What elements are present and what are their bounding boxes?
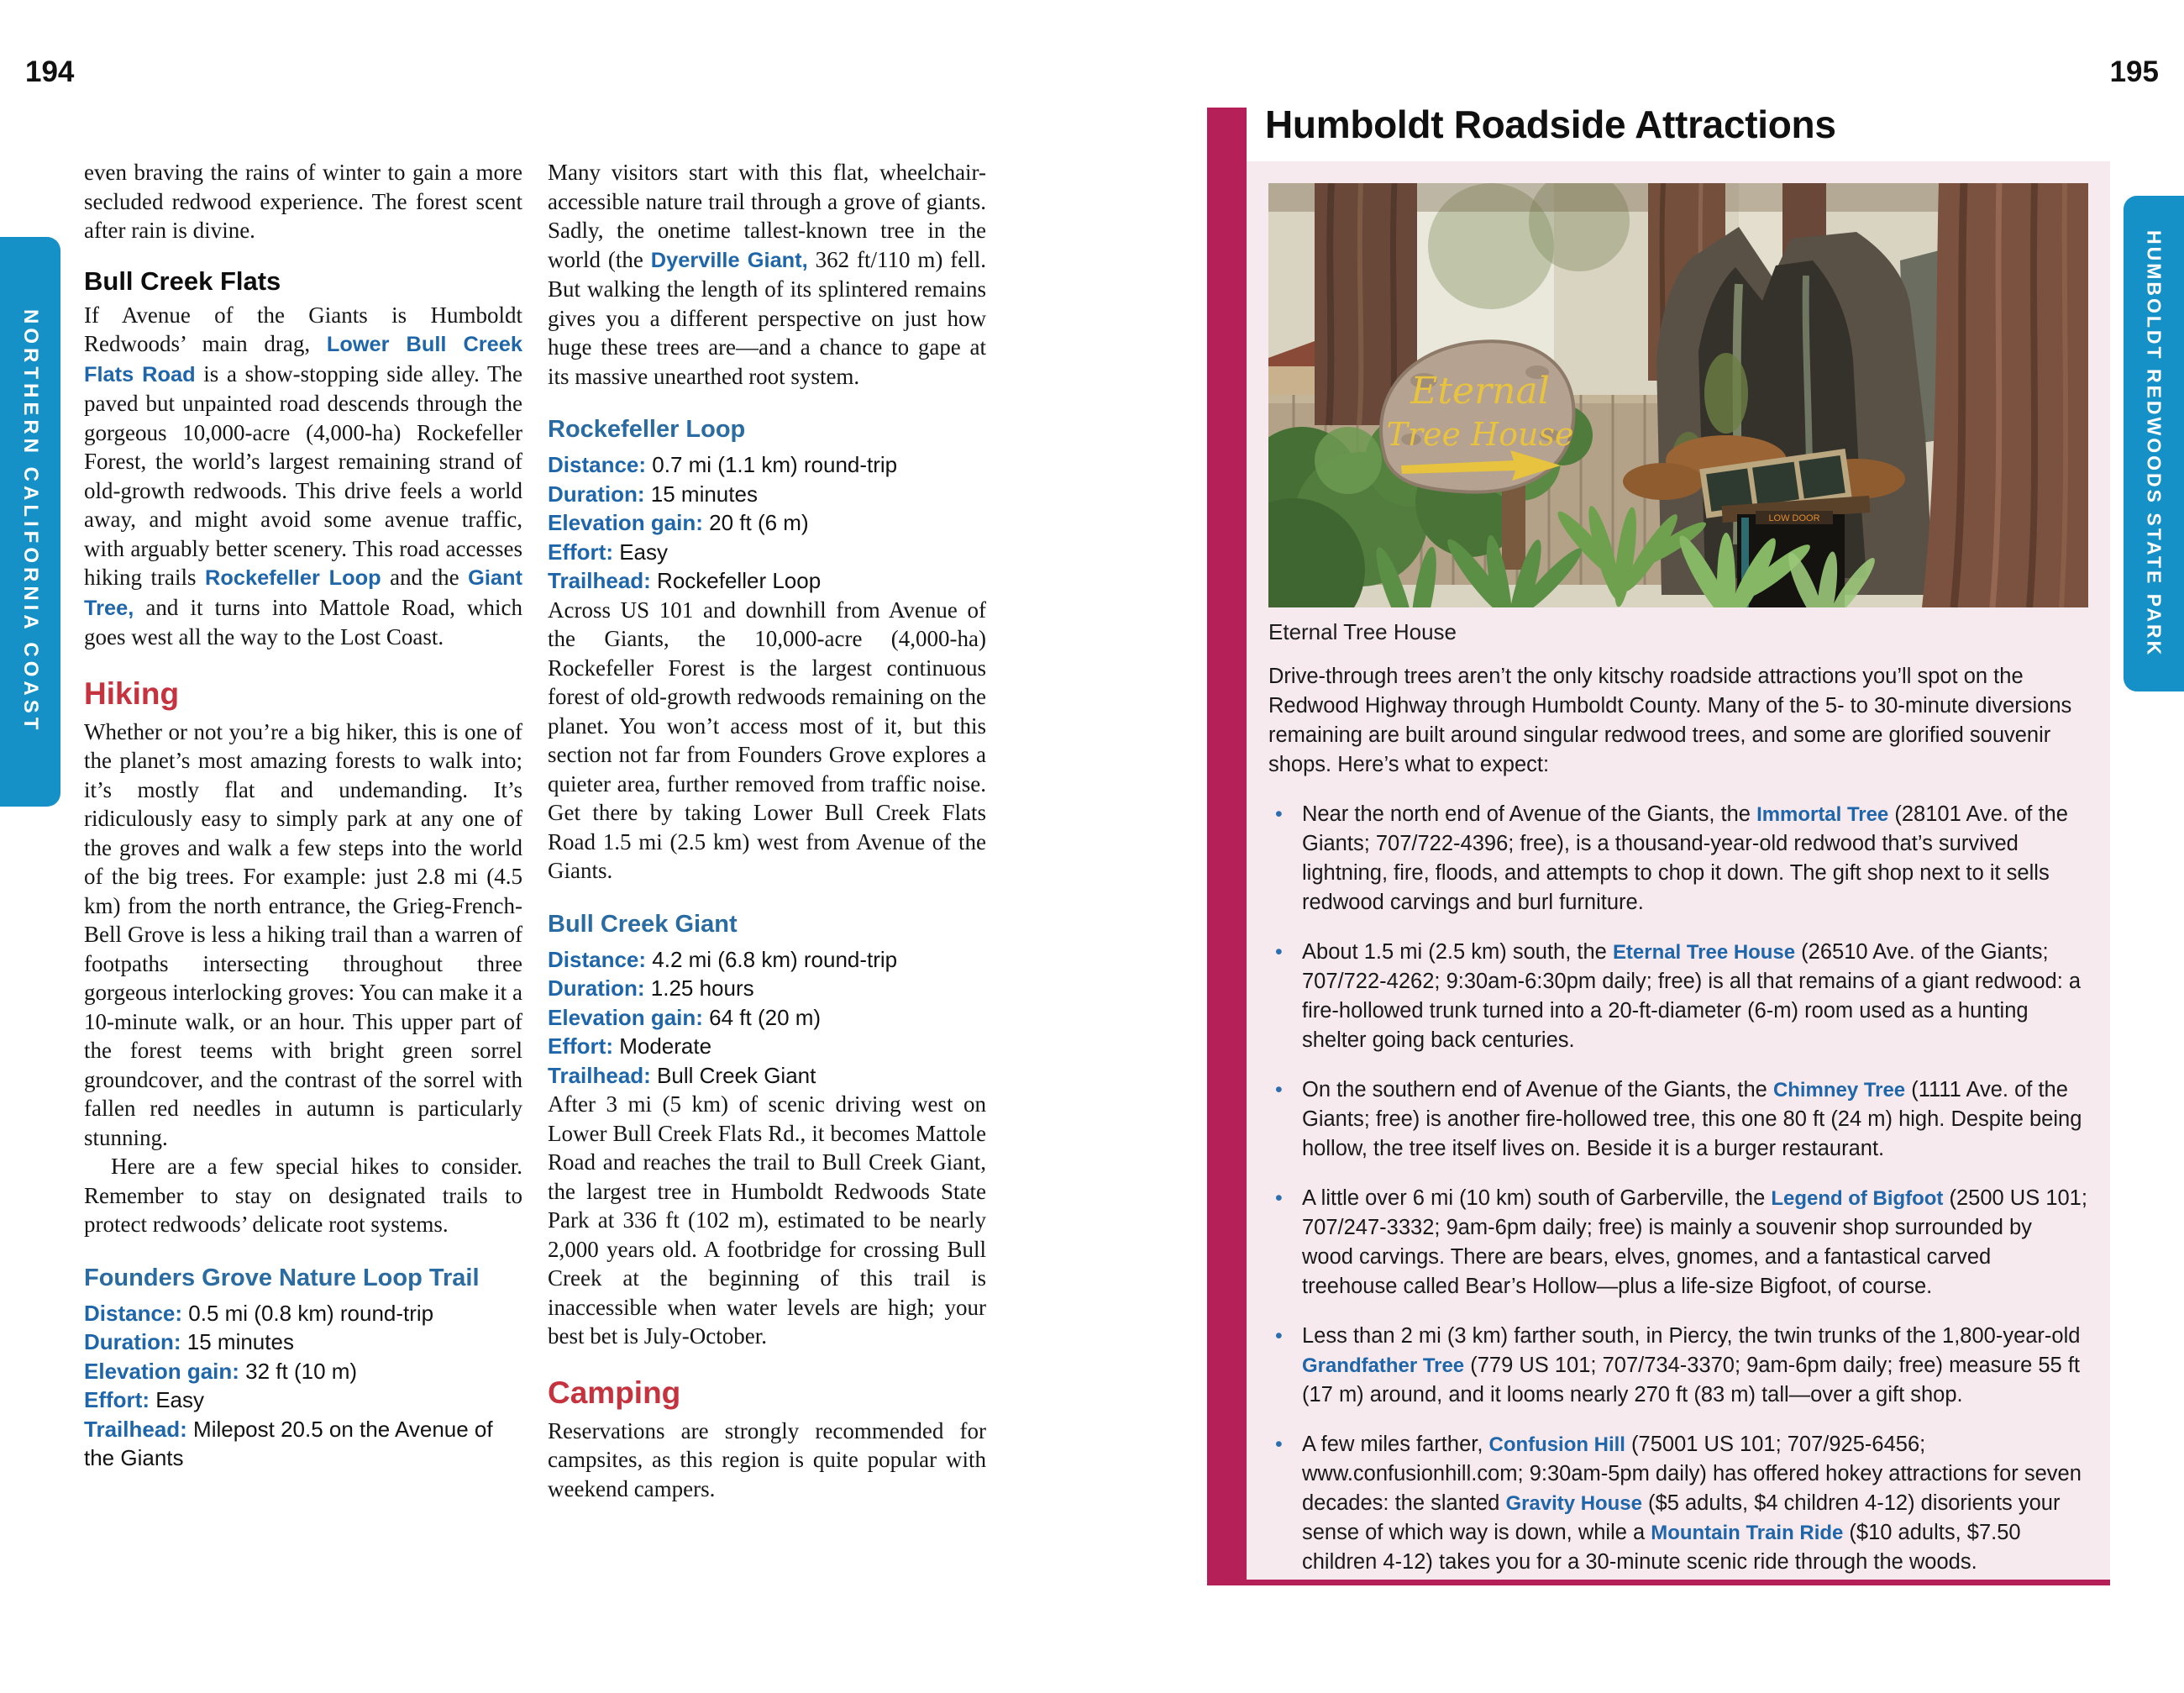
feature-box-title: Humboldt Roadside Attractions	[1265, 103, 1836, 146]
inline-place-link: Chimney Tree	[1772, 1079, 1906, 1102]
camping-paragraph: Reservations are strongly recommended for campsites, as this region is quite popular with weekend campers.	[548, 1417, 986, 1501]
sign-text-line-2: Tree House	[1386, 416, 1574, 453]
inline-place-link: Lower Bull Creek Flats Road	[84, 333, 522, 386]
attraction-bullet-item	[1268, 1430, 2088, 1577]
trail-stat-row: Duration: 15 minutes	[548, 481, 758, 507]
inline-place-link: Immortal Tree	[1756, 803, 1889, 826]
attraction-bullet-item	[1268, 1322, 2088, 1410]
inline-place-link: Legend of Bigfoot	[1771, 1187, 1944, 1210]
bullet-text: A few miles farther, Confusion Hill (75001 US 101; 707/925-6456; www.confusionhill.com; 9:30am-5pm daily) has offered hokey attractions for seven decades: the slanted Gravity House ($5 adults, $4 children 4-12) disorients your sense of which way is down, while a Mountain Train Ride ($10 adults, $7.50 children 4-12) takes you for a 30-minute scenic ride through the woods.	[1302, 1433, 2082, 1574]
trail-stat-row: Trailhead: Bull Creek Giant	[548, 1062, 816, 1088]
bull-creek-flats-paragraph: If Avenue of the Giants is Humboldt Redwoods’ main drag, Lower Bull Creek Flats Road is a show-stopping side alley. The paved but unpainted road descends through the gorgeous 10,000-acre (4,000-ha) Rockefeller Forest, the world’s largest remaining strand of old-growth redwoods. This drive feels a world away, and might avoid some avenue traffic, with arguably better scenery. This road accesses hiking trails Rockefeller Loop and the Giant Tree, and it turns into Mattole Road, which goes west all the way to the Lost Coast.	[84, 302, 522, 649]
heading-camping: Camping	[548, 1375, 681, 1410]
feature-box-accent-band	[1207, 108, 1247, 1585]
sidebar-tab-northern-california-coast	[0, 237, 60, 807]
hiking-paragraph-1: Whether or not you’re a big hiker, this is one of the planet’s most amazing forests to walk into; it’s mostly flat and undemanding. It’s ridiculously easy to simply park at any one of the groves and walk a few steps into the world of the big trees. For example: just 2.8 mi (4.5 km) from the north entrance, the Grieg-French-Bell Grove is less a hiking trail than a warren of footpaths intersecting throughout three gorgeous interlocking groves: You can make it a 10-minute walk, or an hour. This upper part of the forest teems with bright green sorrel groundcover, and the contrast of the sorrel with fallen red needles in autumn is particularly stunning.	[84, 718, 522, 1150]
trail-stat-row: Effort: Easy	[84, 1387, 205, 1412]
rockefeller-loop-description: Across US 101 and downhill from Avenue of the Giants, the 10,000-acre (4,000-ha) Rockefeller Forest is the largest continuous forest of old-growth redwoods remaining on the planet. You won’t access most of it, but this section not far from Founders Grove explores a quieter area, further removed from traffic noise. Get there by taking Lower Bull Creek Flats Road 1.5 mi (2.5 km) west from Avenue of the Giants.	[548, 597, 986, 883]
trail-stat-row: Duration: 1.25 hours	[548, 975, 754, 1001]
heading-bull-creek-flats: Bull Creek Flats	[84, 266, 281, 296]
sidebar-tab-right-label: HUMBOLDT REDWOODS STATE PARK	[2143, 229, 2166, 658]
bull-creek-giant-description: After 3 mi (5 km) of scenic driving west on Lower Bull Creek Flats Rd., it becomes Mattole Road and reaches the trail to Bull Creek Giant, the largest tree in Humboldt Redwoods State Park at 336 ft (102 m), estimated to be nearly 2,000 years old. A footbridge for crossing Bull Creek at the beginning of this trail is inaccessible when water levels are high; your best bet is July-October.	[548, 1091, 986, 1349]
trail-heading-bull-creek-giant: Bull Creek Giant	[548, 910, 738, 938]
trail-stat-row: Duration: 15 minutes	[84, 1329, 294, 1354]
attraction-bullet-item	[1268, 938, 2088, 1055]
trail-stat-row: Elevation gain: 64 ft (20 m)	[548, 1004, 822, 1030]
intro-paragraph: even braving the rains of winter to gain a more secluded redwood experience. The forest scent after rain is divine.	[84, 160, 522, 243]
inline-place-link: Gravity House	[1505, 1492, 1642, 1515]
bullet-text: Near the north end of Avenue of the Giants, the Immortal Tree (28101 Ave. of the Giants; 707/722-4396; free), is a thousand-year-old redwood that’s survived lightning, fire, floods, and attempts to chop it down. The gift shop next to it sells redwood carvings and burl furniture.	[1302, 802, 2068, 914]
bullet-dot-icon: •	[1275, 1433, 1283, 1456]
heading-hiking: Hiking	[84, 676, 180, 711]
trail-stat-row: Distance: 4.2 mi (6.8 km) round-trip	[548, 946, 898, 972]
bullet-dot-icon: •	[1275, 940, 1283, 964]
inline-place-link: Eternal Tree House	[1612, 941, 1796, 964]
left-page-column-2	[548, 158, 986, 1503]
bullet-text: About 1.5 mi (2.5 km) south, the Eternal Tree House (26510 Ave. of the Giants; 707/722-4262; 9:30am-6:30pm daily; free) is all that remains of a giant redwood: a fire-hollowed trunk turned into a 20-ft-diameter (6-m) room used as a hunting shelter going back centuries.	[1302, 940, 2082, 1052]
bullet-dot-icon: •	[1275, 802, 1283, 826]
inline-place-link: Confusion Hill	[1488, 1433, 1625, 1456]
attractions-bullet-list	[1268, 800, 2088, 1577]
page-number-left: 194	[25, 55, 75, 88]
bullet-dot-icon: •	[1275, 1078, 1283, 1102]
inline-place-link: Mountain Train Ride	[1651, 1522, 1844, 1544]
photo-caption: Eternal Tree House	[1268, 619, 1457, 644]
inline-place-link: Rockefeller Loop	[205, 566, 381, 590]
trail-stat-row: Effort: Moderate	[548, 1033, 712, 1059]
eternal-tree-house-illustration	[1268, 183, 2088, 607]
bullet-dot-icon: •	[1275, 1186, 1283, 1210]
trail-stat-row: Distance: 0.7 mi (1.1 km) round-trip	[548, 452, 898, 477]
roadside-attractions-box	[1247, 161, 2110, 1585]
trail-stats-founders-grove	[84, 1299, 522, 1473]
sign-text-line-1: Eternal	[1410, 370, 1550, 413]
low-door-sign: LOW DOOR	[1768, 513, 1820, 523]
inline-place-link: Giant Tree,	[84, 566, 522, 620]
attraction-bullet-item	[1268, 800, 2088, 917]
inline-place-link: Dyerville Giant,	[650, 248, 808, 272]
trail-stat-row: Elevation gain: 20 ft (6 m)	[548, 510, 809, 535]
trail-stats-bull-creek-giant	[548, 945, 986, 1091]
eternal-tree-house-photo	[1268, 183, 2088, 607]
bullet-text: A little over 6 mi (10 km) south of Garberville, the Legend of Bigfoot (2500 US 101; 707/247-3332; 9am-6pm daily; free) is mainly a souvenir shop surrounded by wood carvings. There are bears, elves, gnomes, and a fantastical carved treehouse called Bear’s Hollow—plus a life-size Bigfoot, of course.	[1302, 1186, 2087, 1298]
bullet-text: On the southern end of Avenue of the Giants, the Chimney Tree (1111 Ave. of the Giants; free) is another fire-hollowed tree, this one 80 ft (24 m) high. Despite being hollow, the tree itself lives on. Beside it is a burger restaurant.	[1302, 1078, 2082, 1160]
bullet-text: Less than 2 mi (3 km) farther south, in Piercy, the twin trunks of the 1,800-year-old Grandfather Tree (779 US 101; 707/734-3370; 9am-6pm daily; free) measure 55 ft (17 m) around, and it looms nearly 270 ft (83 m) tall—over a gift shop.	[1302, 1324, 2081, 1406]
page-number-right: 195	[2109, 55, 2159, 88]
trail-stats-rockefeller-loop	[548, 450, 986, 596]
trail-stat-row: Trailhead: Rockefeller Loop	[548, 568, 822, 593]
attraction-bullet-item	[1268, 1184, 2088, 1301]
left-page-column-1	[84, 158, 522, 1473]
trail-heading-founders-grove: Founders Grove Nature Loop Trail	[84, 1264, 480, 1291]
bullet-dot-icon: •	[1275, 1324, 1283, 1348]
sidebar-tab-humboldt-redwoods-state-park	[2124, 196, 2184, 691]
inline-place-link: Grandfather Tree	[1302, 1354, 1465, 1377]
box-intro-paragraph: Drive-through trees aren’t the only kitschy roadside attractions you’ll spot on the Redwood Highway through Humboldt County. Many of the 5- to 30-minute diversions remaining are built around singular redwood trees, and some are glorified souvenir shops. Here’s what to expect:	[1268, 665, 2072, 776]
redwood-trunk-right	[1922, 183, 2088, 607]
hiking-paragraph-2: Here are a few special hikes to consider. Remember to stay on designated trails to protect redwoods’ delicate root systems.	[84, 1154, 522, 1237]
founders-grove-description: Many visitors start with this flat, wheelchair-accessible nature trail through a grove of giants. Sadly, the onetime tallest-known tree in the world (the Dyerville Giant, 362 ft/110 m) fell. But walking the length of its splintered remains gives you a different perspective on just how huge these trees are—and a chance to gape at its massive unearthed root system.	[548, 160, 987, 389]
trail-stat-row: Elevation gain: 32 ft (10 m)	[84, 1358, 358, 1384]
trail-stat-row: Trailhead: Milepost 20.5 on the Avenue of the Giants	[84, 1416, 493, 1470]
attraction-bullet-item	[1268, 1075, 2088, 1164]
trail-stat-row: Distance: 0.5 mi (0.8 km) round-trip	[84, 1300, 434, 1326]
sidebar-tab-left-label: NORTHERN CALIFORNIA COAST	[19, 309, 42, 734]
trail-stat-row: Effort: Easy	[548, 539, 669, 565]
trail-heading-rockefeller-loop: Rockefeller Loop	[548, 416, 746, 443]
